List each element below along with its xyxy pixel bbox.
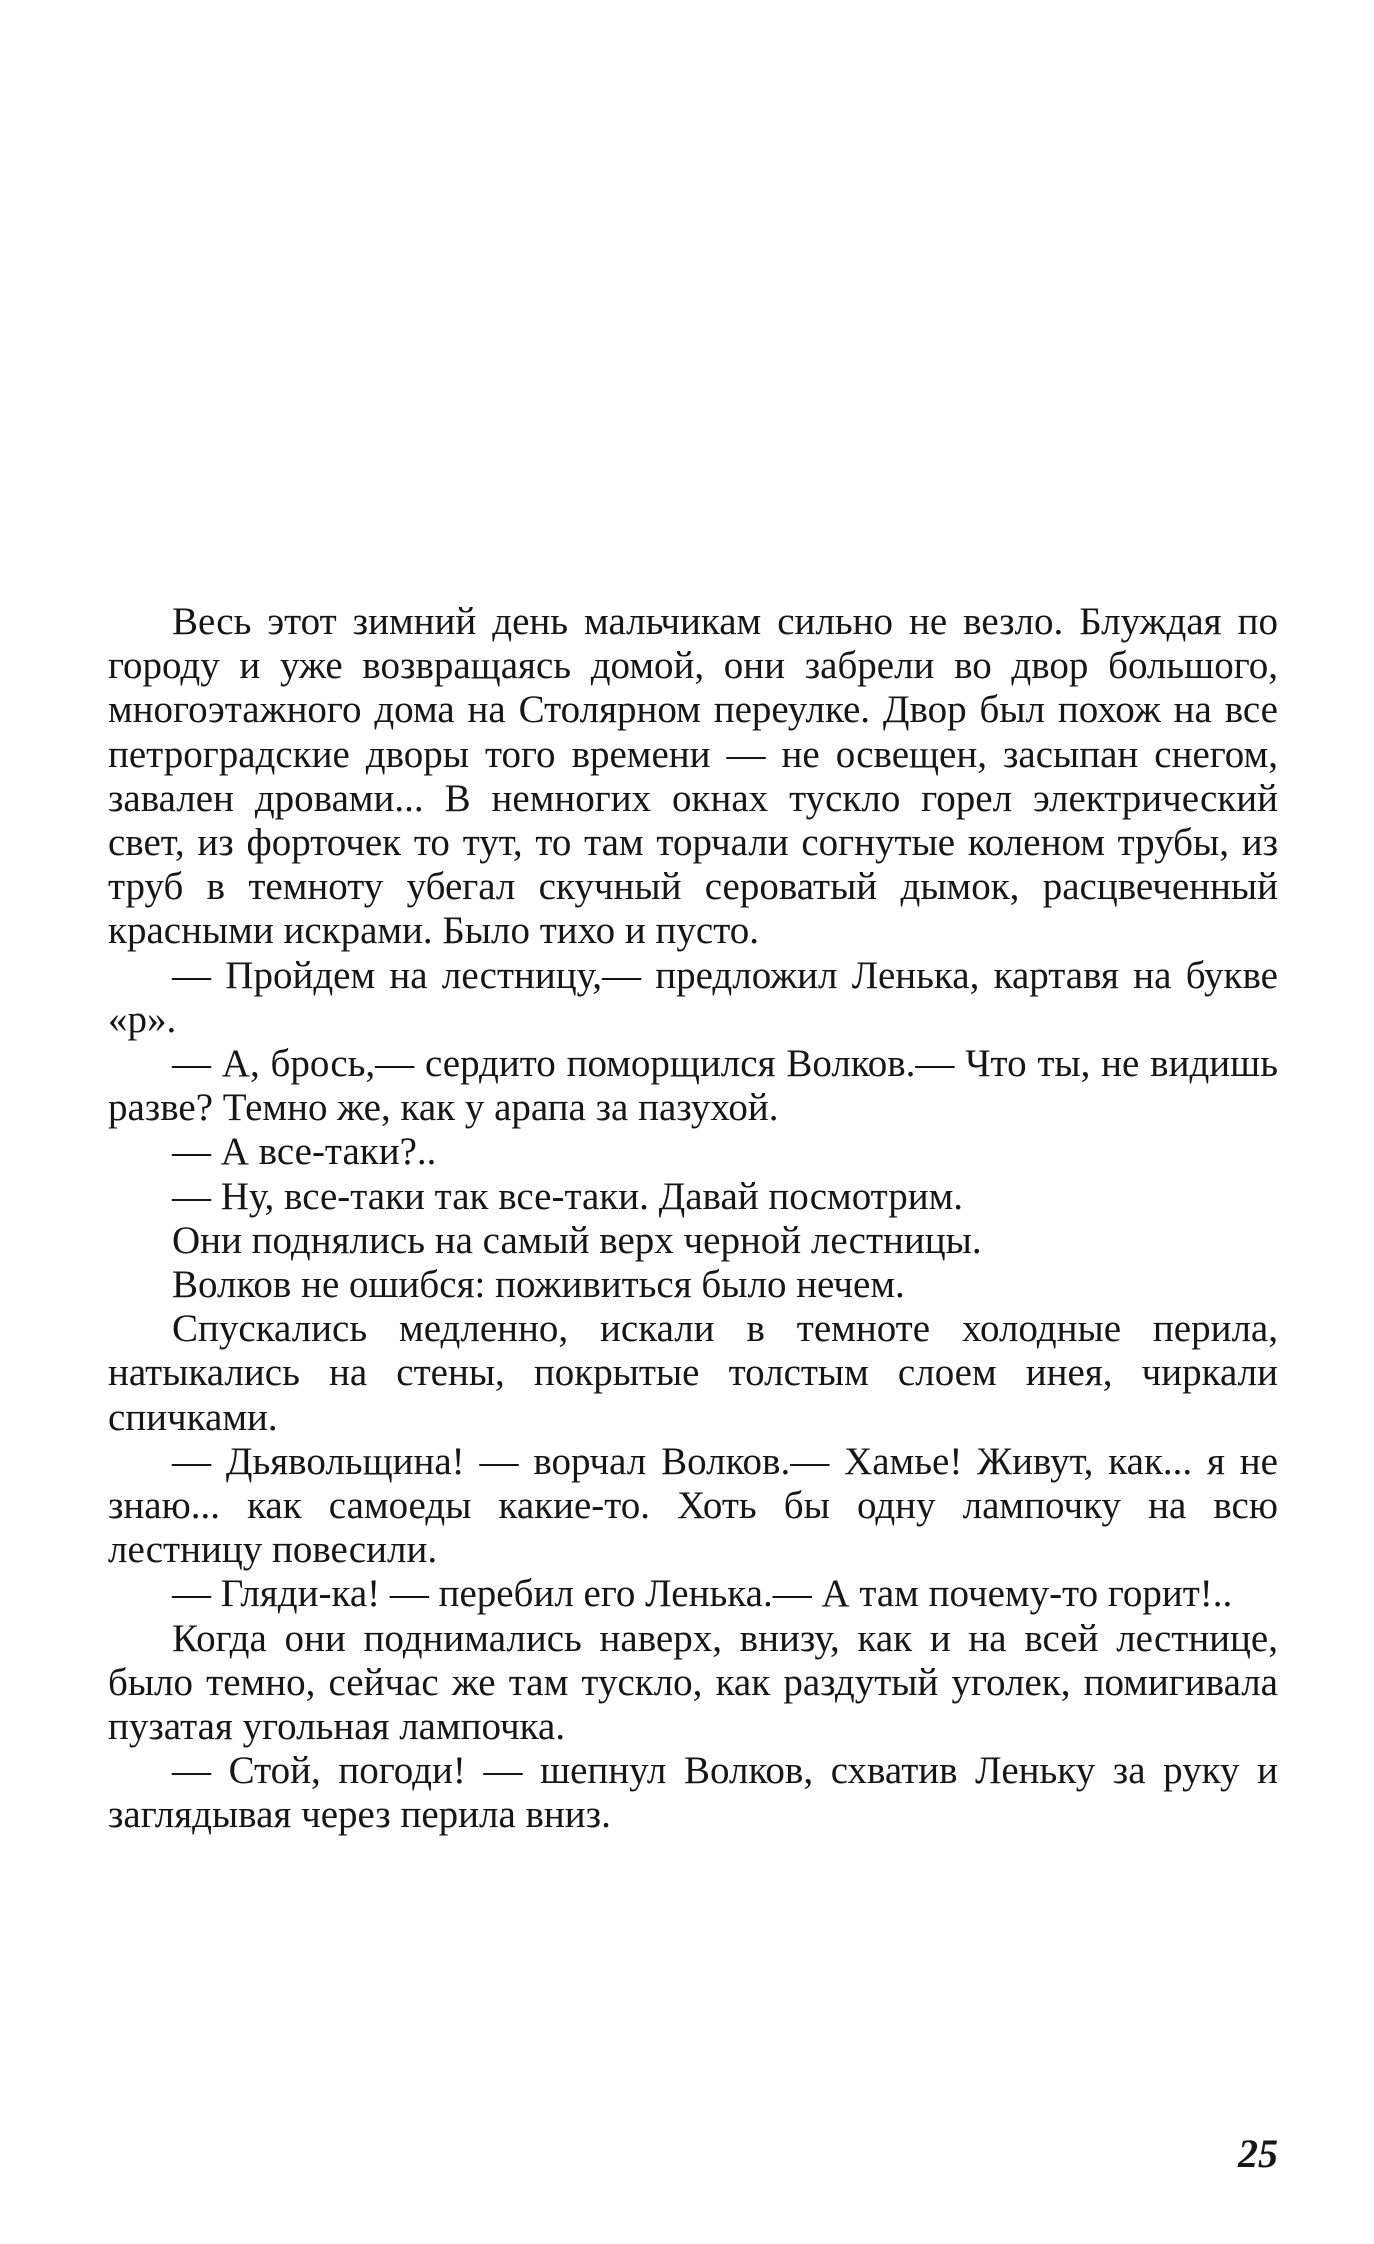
paragraph-8: Спускались медленно, искали в темноте холодные перила, натыкались на стены, покрытые толстым слоем инея, чиркали спичками. [108,1307,1278,1439]
paragraph-2: — Пройдем на лестницу,— предложил Ленька, картавя на букве «р». [108,953,1278,1041]
page-number: 25 [1238,2131,1278,2176]
paragraph-4: — А все-таки?.. [172,1130,437,1174]
paragraph-10: — Гляди-ка! — перебил его Ленька.— А там почему-то горит!.. [172,1572,1233,1616]
paragraph-1: Весь этот зимний день мальчикам сильно не везло. Блуждая по городу и уже возвращаясь домой, они забрели во двор большого, многоэтажного дома на Столярном переулке. Двор был похож на все петроградские дворы того времени — не освещен, засыпан снегом, завален дровами... В немногих окнах тускло горел электрический свет, из форточек то тут, то там торчали согнутые коленом трубы, из труб в темноту убегал скучный сероватый дымок, расцвеченный красными искрами. Было тихо и пусто. [108,600,1278,953]
paragraph-7: Волков не ошибся: поживиться было нечем. [172,1263,905,1307]
paragraph-12: — Стой, погоди! — шепнул Волков, схватив Леньку за руку и заглядывая через перила вниз. [108,1749,1278,1837]
paragraph-6: Они поднялись на самый верх черной лестницы. [172,1218,982,1262]
paragraph-9: — Дьявольщина! — ворчал Волков.— Хамье! Живут, как... я не знаю... как самоеды какие-то. Хоть бы одну лампочку на всю лестницу повесили. [108,1439,1278,1572]
body-text [108,600,1278,1838]
paragraph-3: — А, брось,— сердито поморщился Волков.— Что ты, не видишь разве? Темно же, как у арапа за пазухой. [108,1042,1278,1130]
paragraph-11: Когда они поднимались наверх, внизу, как и на всей лестнице, было темно, сейчас же там тускло, как раздутый уголек, помигивала пузатая угольная лампочка. [108,1616,1278,1749]
paragraph-5: — Ну, все-таки так все-таки. Давай посмотрим. [172,1174,964,1218]
